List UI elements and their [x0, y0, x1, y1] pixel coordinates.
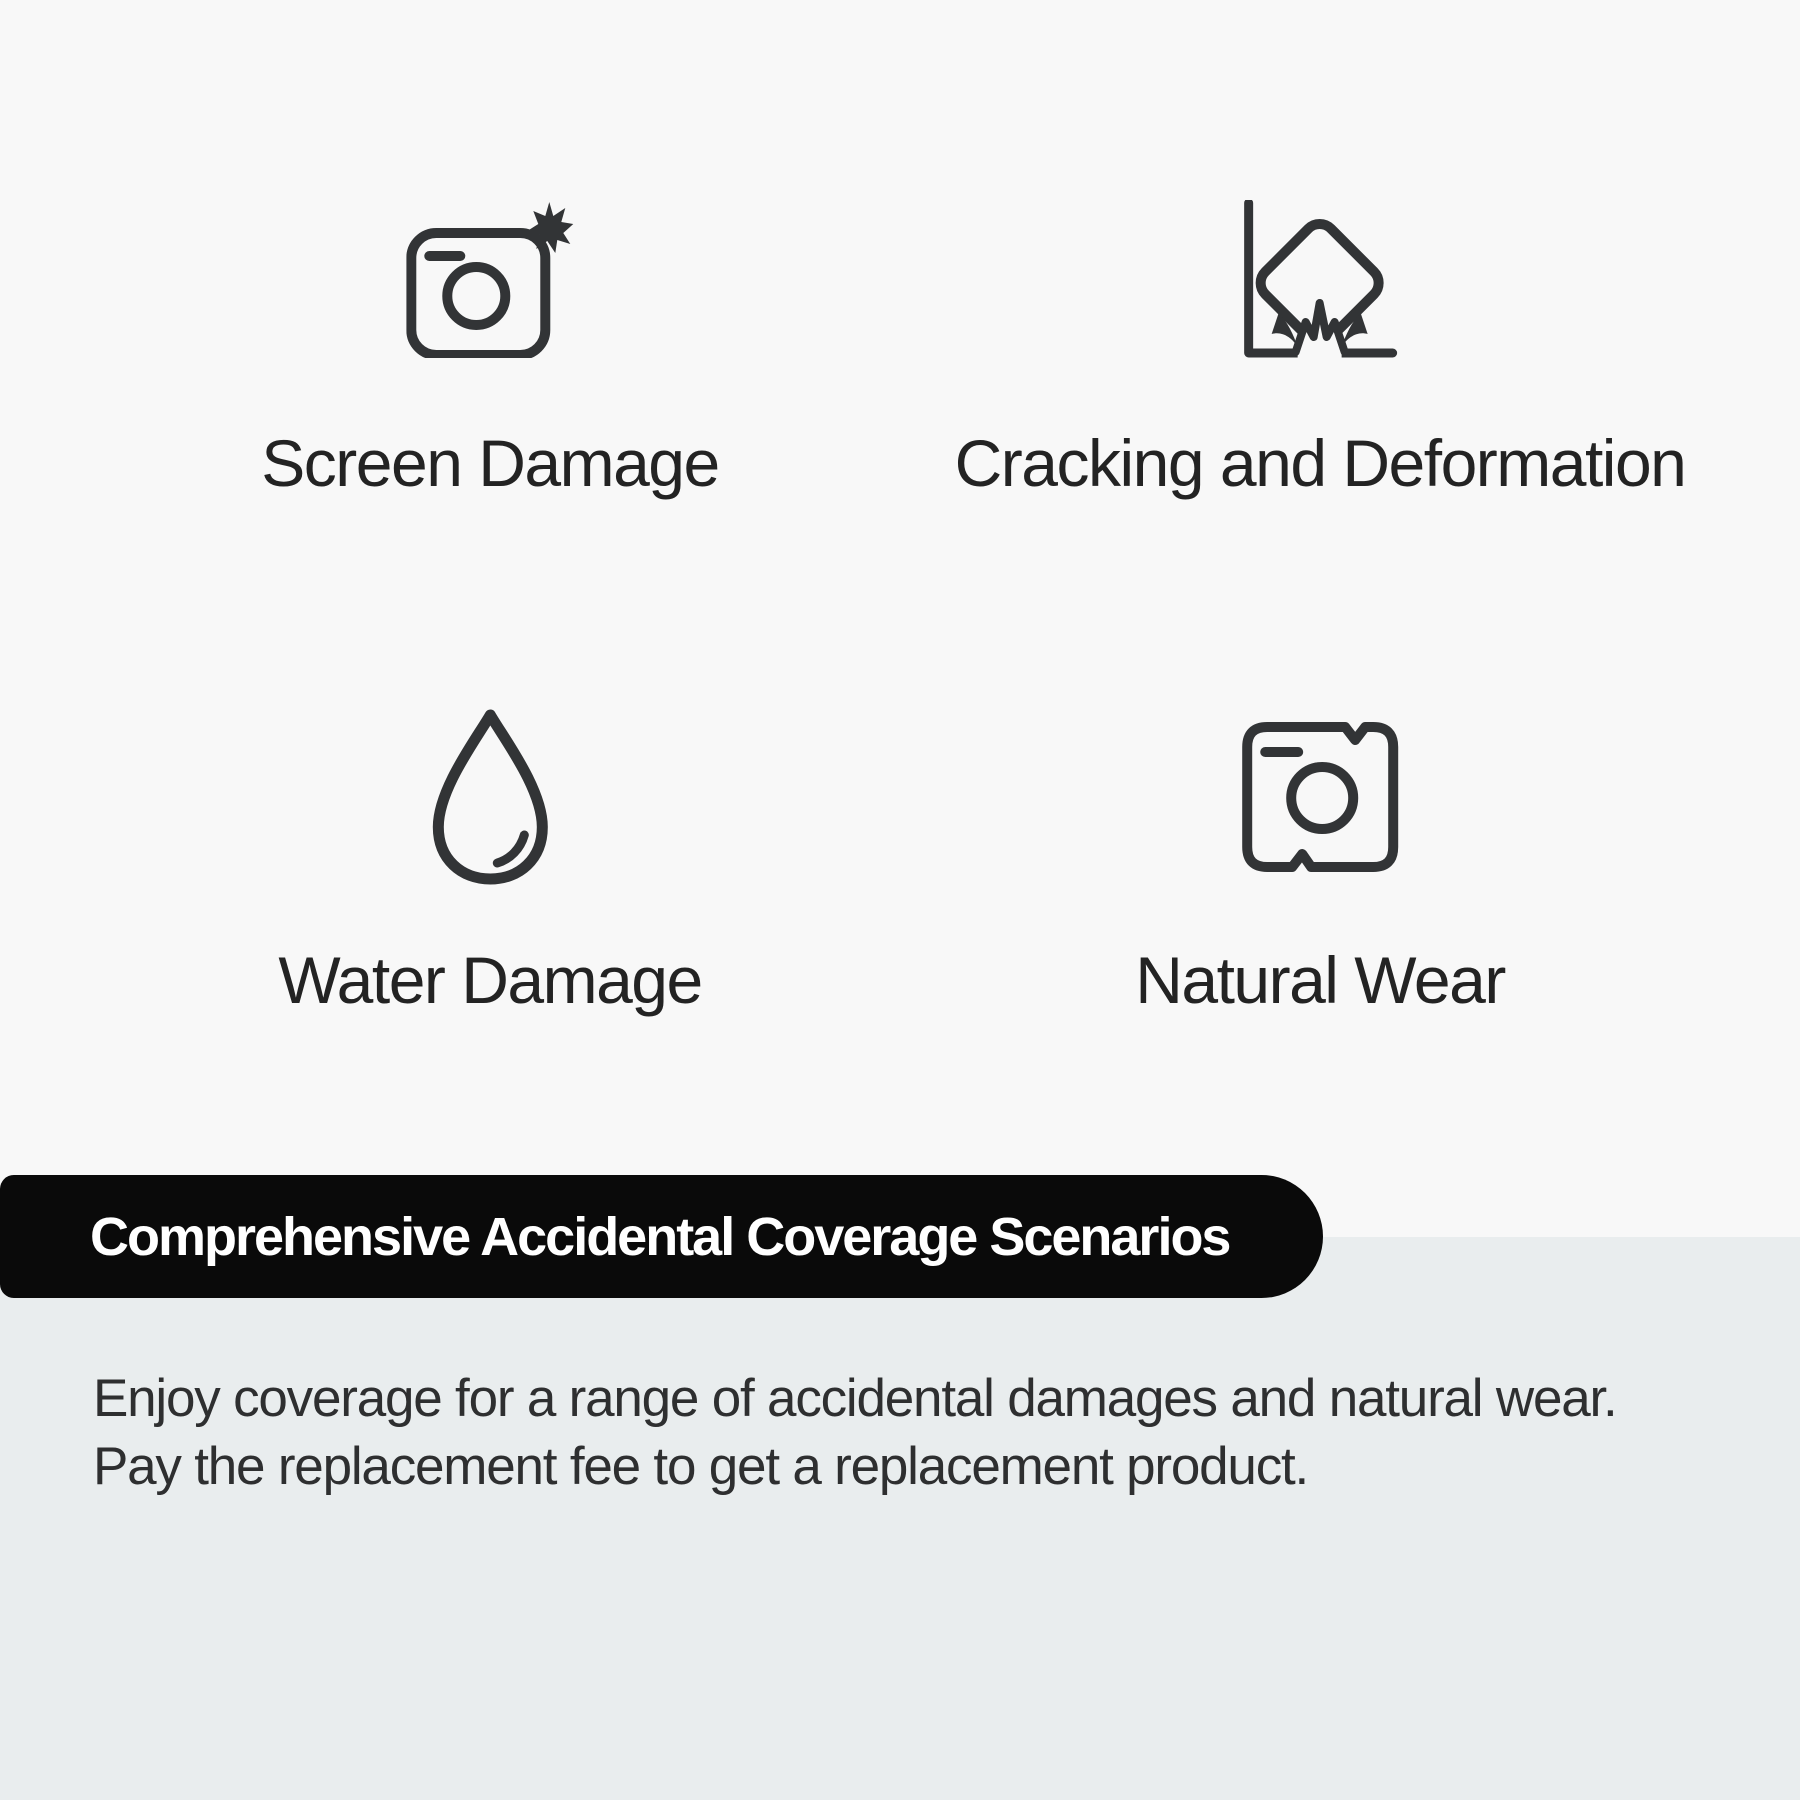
description-line-1: Enjoy coverage for a range of accidental damages and natural wear. — [93, 1369, 1617, 1428]
description-line-2: Pay the replacement fee to get a replacement product. — [93, 1437, 1309, 1496]
section-banner — [0, 1175, 1323, 1298]
coverage-item-cracking-deformation — [955, 200, 1686, 498]
natural-wear-icon — [1241, 721, 1399, 873]
coverage-item-screen-damage — [261, 200, 718, 498]
banner-title: Comprehensive Accidental Coverage Scenarios — [90, 1206, 1230, 1267]
coverage-item-label: Natural Wear — [1135, 943, 1505, 1017]
coverage-item-natural-wear — [1135, 703, 1505, 1015]
bottom-section-background — [0, 1237, 1800, 1800]
icon-container — [406, 200, 574, 358]
water-drop-icon — [420, 707, 560, 887]
coverage-item-water-damage — [278, 703, 701, 1015]
icon-container — [420, 703, 560, 890]
coverage-item-label: Cracking and Deformation — [954, 426, 1686, 500]
icon-container — [1242, 200, 1398, 358]
coverage-item-label: Water Damage — [278, 943, 702, 1017]
coverage-item-label: Screen Damage — [261, 426, 719, 500]
screen-damage-icon — [406, 200, 574, 358]
cracking-deformation-icon — [1242, 200, 1398, 358]
icon-container — [1241, 703, 1399, 890]
coverage-description — [93, 1365, 1733, 1501]
